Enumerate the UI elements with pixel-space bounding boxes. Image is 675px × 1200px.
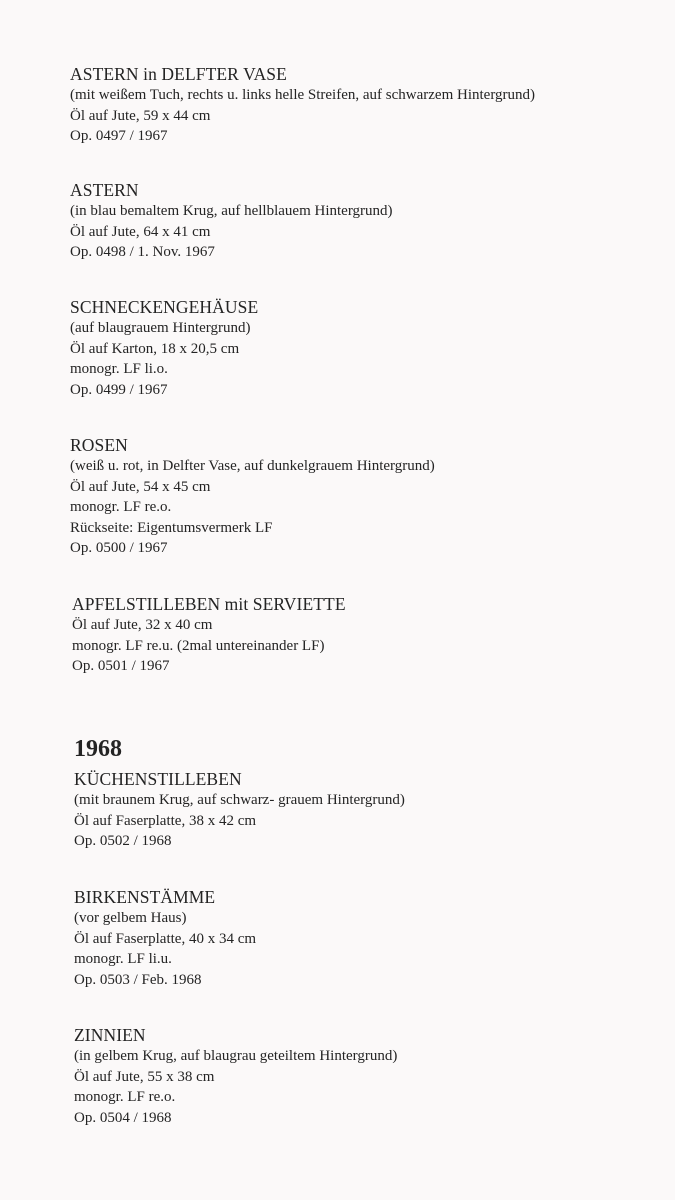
entry-description: (mit weißem Tuch, rechts u. links helle Streifen, auf schwarzem Hintergrund) [70, 87, 536, 103]
entry-description: (auf blaugrauem Hintergrund) [70, 320, 251, 336]
entry-opus: Op. 0504 / 1968 [74, 1109, 172, 1126]
entry-title: ROSEN [70, 435, 128, 455]
entry-description: (in blau bemaltem Krug, auf hellblauem Hintergrund) [70, 203, 393, 219]
entry-title: APFELSTILLEBEN mit SERVIETTE [72, 594, 346, 614]
entry-opus: Op. 0499 / 1967 [70, 381, 168, 398]
catalog-entry-op-0500 [70, 435, 670, 559]
catalog-entry-op-0502 [74, 769, 674, 852]
catalog-entry-op-0499 [70, 297, 670, 400]
entry-description: (mit braunem Krug, auf schwarz- grauem Hintergrund) [74, 792, 405, 808]
catalog-entry-op-0503 [74, 887, 674, 990]
entry-medium: Öl auf Jute, 64 x 41 cm [70, 223, 211, 240]
entry-reverse-note: Rückseite: Eigentumsvermerk LF [70, 519, 273, 536]
entry-medium: Öl auf Jute, 32 x 40 cm [72, 617, 213, 633]
entry-description: (in gelbem Krug, auf blaugrau geteiltem Hintergrund) [74, 1048, 398, 1064]
entry-description: (vor gelbem Haus) [74, 910, 187, 926]
entry-medium: Öl auf Jute, 54 x 45 cm [70, 478, 211, 495]
entry-opus: Op. 0503 / Feb. 1968 [74, 971, 202, 988]
entry-opus: Op. 0497 / 1967 [70, 128, 168, 145]
catalog-entry-op-0497 [70, 64, 670, 147]
catalog-entry-op-0498 [70, 180, 670, 263]
entry-medium: Öl auf Jute, 59 x 44 cm [70, 107, 211, 124]
entry-opus: Op. 0501 / 1967 [72, 658, 170, 675]
entry-monogram: monogr. LF re.o. [74, 1089, 176, 1106]
entry-medium: Öl auf Jute, 55 x 38 cm [74, 1068, 215, 1085]
year-heading: 1968 [74, 736, 122, 762]
entry-opus: Op. 0502 / 1968 [74, 833, 172, 850]
entry-medium: Öl auf Faserplatte, 38 x 42 cm [74, 812, 257, 829]
entry-title: ZINNIEN [74, 1025, 146, 1045]
catalog-entry-op-0504 [74, 1025, 674, 1128]
entry-medium: Öl auf Karton, 18 x 20,5 cm [70, 340, 240, 357]
entry-title: ASTERN in DELFTER VASE [70, 64, 287, 84]
entry-opus: Op. 0498 / 1. Nov. 1967 [70, 244, 215, 261]
entry-title: KÜCHENSTILLEBEN [74, 769, 242, 789]
entry-medium: Öl auf Faserplatte, 40 x 34 cm [74, 930, 257, 947]
entry-title: BIRKENSTÄMME [74, 887, 216, 907]
catalog-entry-op-0501 [72, 594, 672, 677]
entry-monogram: monogr. LF li.u. [74, 951, 172, 968]
entry-opus: Op. 0500 / 1967 [70, 540, 168, 557]
entry-description: (weiß u. rot, in Delfter Vase, auf dunkelgrauem Hintergrund) [70, 458, 435, 474]
entry-monogram: monogr. LF li.o. [70, 361, 168, 378]
entry-monogram: monogr. LF re.o. [70, 499, 172, 516]
entry-monogram: monogr. LF re.u. (2mal untereinander LF) [72, 637, 325, 654]
entry-title: ASTERN [70, 180, 139, 200]
entry-title: SCHNECKENGEHÄUSE [70, 297, 259, 317]
